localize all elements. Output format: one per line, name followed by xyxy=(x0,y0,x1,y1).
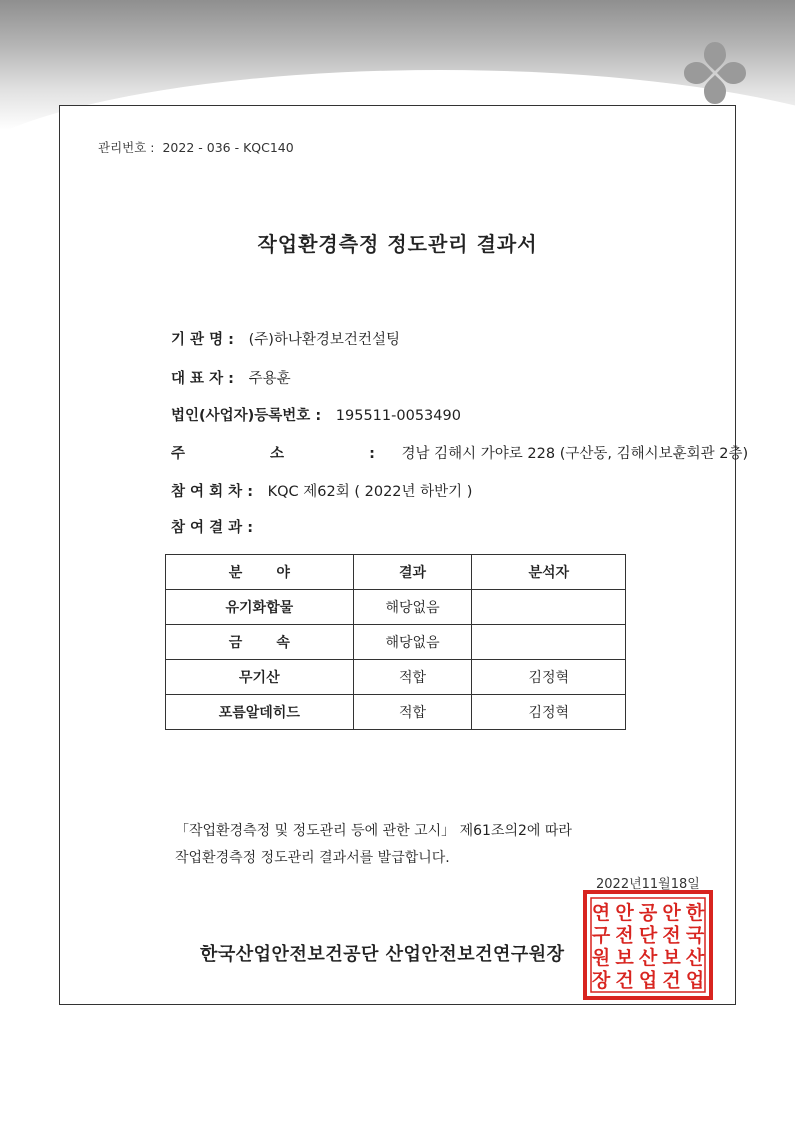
seal-character: 안 xyxy=(615,902,634,924)
representative-row xyxy=(171,367,291,388)
legal-basis-note: 「작업환경측정 및 정도관리 등에 관한 고시」 제61조의2에 따라 xyxy=(175,823,572,839)
row-field: 포름알데히드 xyxy=(166,695,354,730)
header-field: 분 야 xyxy=(166,555,354,590)
seal-character: 장 xyxy=(591,969,611,992)
round-row xyxy=(171,480,472,501)
row-analyst: 김정혁 xyxy=(472,695,626,730)
seal-character: 업 xyxy=(685,969,705,992)
table-row xyxy=(166,625,626,660)
registration-row xyxy=(171,404,461,425)
seal-character: 단 xyxy=(638,924,658,947)
seal-character: 전 xyxy=(615,924,634,947)
row-result: 적합 xyxy=(353,660,472,695)
organization-value: (주)하나환경보건컨설팅 xyxy=(248,332,400,348)
representative-label: 대 표 자 : xyxy=(171,371,234,387)
representative-value: 주용훈 xyxy=(248,371,291,387)
row-analyst: 김정혁 xyxy=(472,660,626,695)
row-result: 해당없음 xyxy=(353,625,472,660)
header-analyst: 분석자 xyxy=(472,555,626,590)
management-number-label: 관리번호 : xyxy=(98,140,155,155)
seal-character: 건 xyxy=(615,969,634,992)
table-header-row xyxy=(166,555,626,590)
organization-row xyxy=(171,328,400,349)
issuance-note: 작업환경측정 정도관리 결과서를 발급합니다. xyxy=(175,850,450,866)
result-label: 참 여 결 과 : xyxy=(171,520,254,536)
address-value: 경남 김해시 가야로 228 (구산동, 김해시보훈회관 2층) xyxy=(401,446,749,462)
round-label: 참 여 회 차 : xyxy=(171,484,254,500)
official-seal-icon xyxy=(582,889,714,1001)
seal-character: 원 xyxy=(591,947,611,969)
organization-label: 기 관 명 : xyxy=(171,332,234,348)
address-row xyxy=(171,442,748,463)
issuer-name: 한국산업안전보건공단 산업안전보건연구원장 xyxy=(200,944,565,965)
emblem-icon xyxy=(680,38,750,108)
row-field: 금 속 xyxy=(166,625,354,660)
seal-character: 산 xyxy=(685,947,705,969)
document-title: 작업환경측정 정도관리 결과서 xyxy=(257,232,538,256)
seal-character: 공 xyxy=(638,902,658,924)
registration-label: 법인(사업자)등록번호 : xyxy=(171,408,322,424)
row-field: 유기화합물 xyxy=(166,590,354,625)
management-number xyxy=(98,138,298,156)
address-label: 주 소 : xyxy=(171,446,415,462)
seal-character: 보 xyxy=(662,947,681,969)
seal-character: 건 xyxy=(662,969,681,992)
seal-character: 전 xyxy=(662,924,681,947)
seal-character: 산 xyxy=(638,947,658,969)
seal-character: 업 xyxy=(638,969,658,992)
round-value: KQC 제62회 ( 2022년 하반기 ) xyxy=(267,484,473,500)
row-result: 해당없음 xyxy=(353,590,472,625)
table-row xyxy=(166,660,626,695)
issue-date: 2022년11월18일 xyxy=(596,877,700,892)
registration-value: 195511-0053490 xyxy=(335,408,461,424)
seal-character: 구 xyxy=(591,924,611,947)
row-field: 무기산 xyxy=(166,660,354,695)
results-table xyxy=(165,554,626,730)
header-result: 결과 xyxy=(353,555,472,590)
table-row xyxy=(166,590,626,625)
seal-character: 한 xyxy=(685,902,705,924)
seal-character: 보 xyxy=(615,947,634,969)
seal-character: 안 xyxy=(662,902,681,924)
row-analyst xyxy=(472,625,626,660)
row-result: 적합 xyxy=(353,695,472,730)
row-analyst xyxy=(472,590,626,625)
result-row xyxy=(171,516,253,537)
seal-character: 국 xyxy=(685,924,705,947)
seal-character: 연 xyxy=(591,902,611,924)
table-row xyxy=(166,695,626,730)
management-number-value: 2022 - 036 - KQC140 xyxy=(162,140,294,155)
